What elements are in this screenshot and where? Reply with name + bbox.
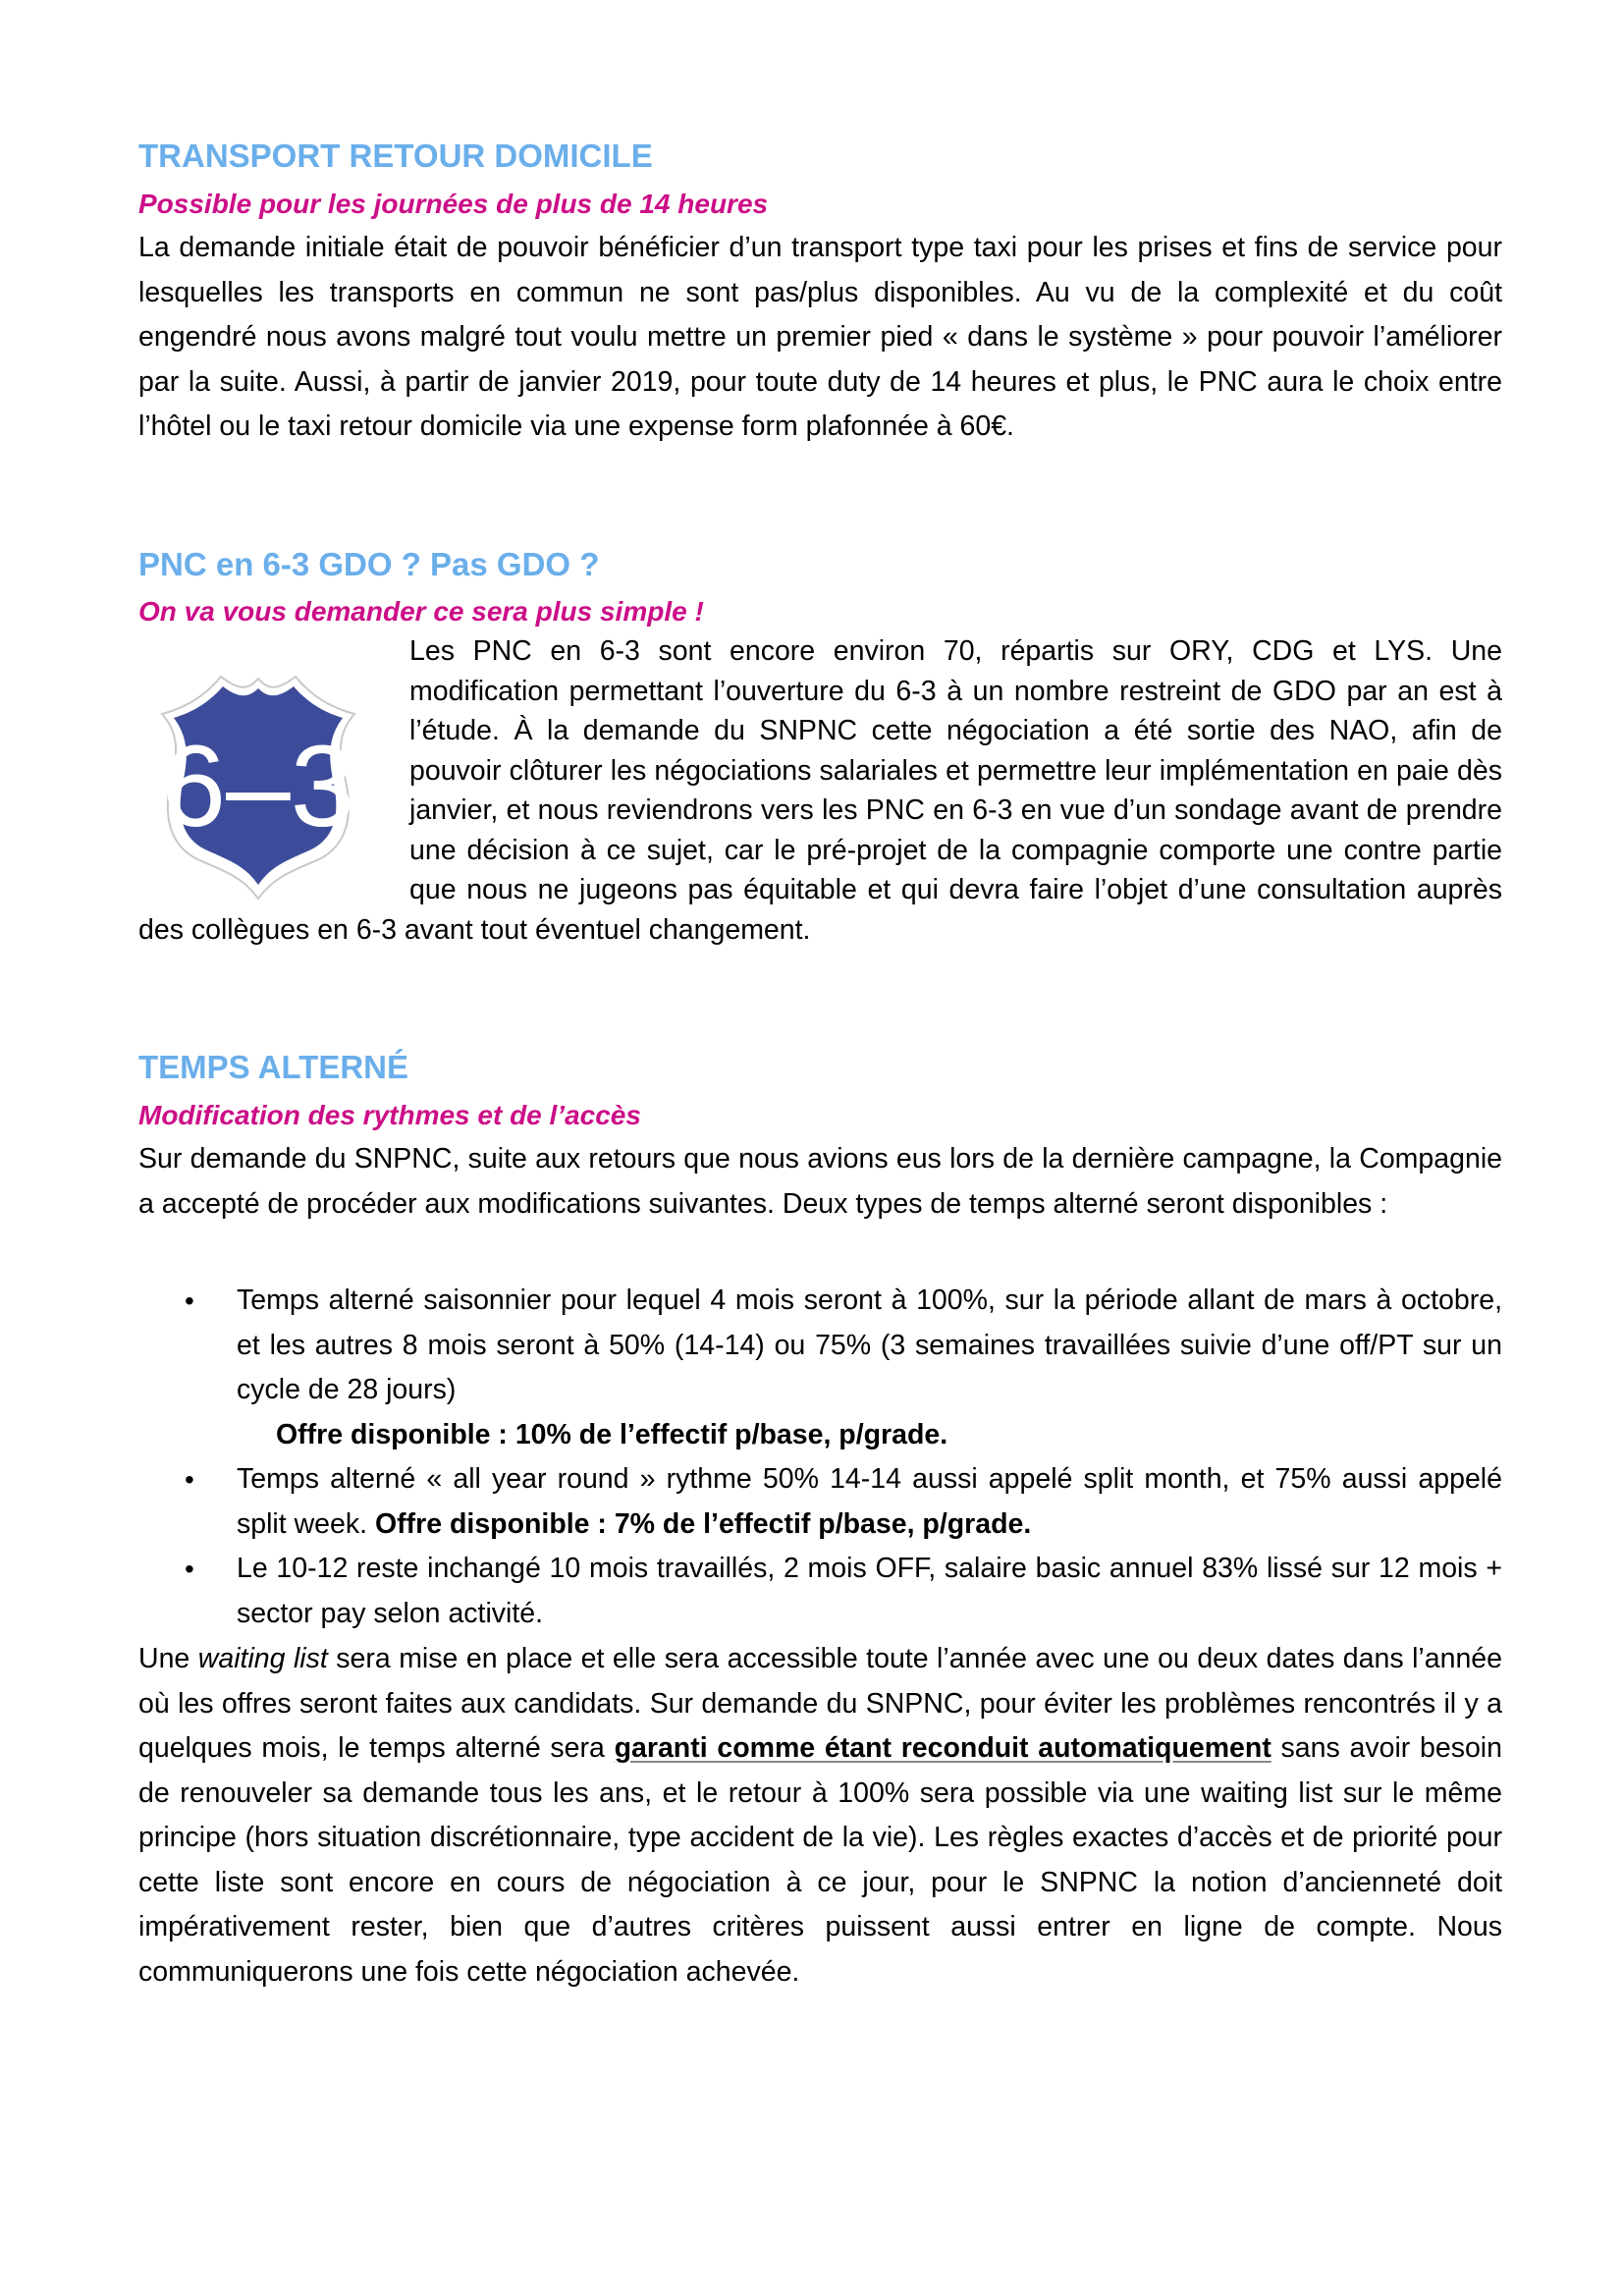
list-item — [138, 1457, 1502, 1547]
list-item-text: Le 10-12 reste inchangé 10 mois travaillés, 2 mois OFF, salaire basic annuel 83% lissé sur 12 mois + sector pay selon activité. — [237, 1553, 1502, 1629]
section-subheading-6-3: On va vous demander ce sera plus simple ! — [138, 596, 704, 627]
closing-italic-term: waiting list — [197, 1643, 328, 1674]
bullet-icon: • — [185, 1285, 194, 1316]
closing-emphasis: garanti comme étant reconduit automatiquement — [614, 1732, 1271, 1764]
section-intro-temps-alterne: Sur demande du SNPNC, suite aux retours que nous avions eus lors de la dernière campagne, la Compagnie a accepté de procéder aux modifications suivantes. Deux types de temps alterné seront disponibles : — [138, 1143, 1502, 1220]
section-body-6-3: Les PNC en 6-3 sont encore environ 70, répartis sur ORY, CDG et LYS. Une modification permettant l’ouverture du 6-3 à un nombre restreint de GDO par an est à l’étude. À la demande du SNPNC cette négociation a été sortie des NAO, afin de pouvoir clôturer les négociations salariales et permettre leur implémentation en paie dès janvier, et nous reviendrons vers les PNC en 6-3 en vue d’un sondage avant de prendre une décision à ce sujet, car le pré-projet de la compagnie comporte une contre partie que nous ne jugeons pas équitable et qui devra faire l’objet d’une consultation auprès des collègues en 6-3 avant tout éventuel changement. — [138, 635, 1502, 946]
list-item-text: Temps alterné saisonnier pour lequel 4 mois seront à 100%, sur la période allant de mars à octobre, et les autres 8 mois seront à 50% (14-14) ou 75% (3 semaines travaillées suivie d’une off/PT sur un cycle de 28 jours) — [237, 1285, 1502, 1405]
section-heading-transport: TRANSPORT RETOUR DOMICILE — [138, 137, 653, 174]
list-item — [138, 1279, 1502, 1457]
section-subheading-transport: Possible pour les journées de plus de 14 heures — [138, 189, 769, 219]
bullet-icon: • — [185, 1554, 194, 1584]
section-heading-6-3: PNC en 6-3 GDO ? Pas GDO ? — [138, 546, 600, 582]
svg-text:6–3: 6–3 — [161, 722, 355, 851]
route-shield-icon — [138, 631, 400, 904]
bullet-icon: • — [185, 1464, 194, 1495]
closing-text: sans avoir besoin de renouveler sa demande tous les ans, et le retour à 100% sera possible via une waiting list sur le même principe (hors situation discrétionnaire, type accident de la vie). Les règles exactes d’accès et de priorité pour cette liste sont encore en cours de négociation à ce jour, pour le SNPNC la notion d’ancienneté doit impérativement rester, bien que d’autres critères puissent aussi entrer en ligne de compte. Nous communiquerons une fois cette négociation achevée. — [138, 1732, 1502, 1988]
section-heading-temps-alterne: TEMPS ALTERNÉ — [138, 1049, 409, 1085]
section-body-transport: La demande initiale était de pouvoir bénéficier d’un transport type taxi pour les prises et fins de service pour lesquelles les transports en commun ne sont pas/plus disponibles. Au vu de la complexité et du coût engendré nous avons malgré tout voulu mettre un premier pied « dans le système » pour pouvoir l’améliorer par la suite. Aussi, à partir de janvier 2019, pour toute duty de 14 heures et plus, le PNC aura le choix entre l’hôtel ou le taxi retour domicile via une expense form plafonnée à 60€. — [138, 232, 1502, 442]
bullet-list — [138, 1279, 1502, 1636]
section-body-6-3-wrap — [138, 631, 1502, 950]
closing-text: Une — [138, 1643, 198, 1674]
list-item — [138, 1547, 1502, 1636]
section-closing-temps-alterne — [138, 1637, 1502, 1995]
section-subheading-temps-alterne: Modification des rythmes et de l’accès — [138, 1100, 641, 1130]
offer-label: Offre disponible : 10% de l’effectif p/base, p/grade. — [276, 1418, 948, 1450]
closing-text: sera mise en place et elle sera accessible toute l’année avec une ou deux dates dans l’année où les offres seront faites aux candidats. Sur demande du SNPNC, pour éviter les problèmes rencontrés il y a quelques mois, le temps alterné sera — [138, 1643, 1502, 1764]
list-item-text: Temps alterné « all year round » rythme 50% 14-14 aussi appelé split month, et 75% aussi appelé split week. — [237, 1463, 1502, 1540]
offer-label: Offre disponible : 7% de l’effectif p/base, p/grade. — [374, 1507, 1032, 1540]
